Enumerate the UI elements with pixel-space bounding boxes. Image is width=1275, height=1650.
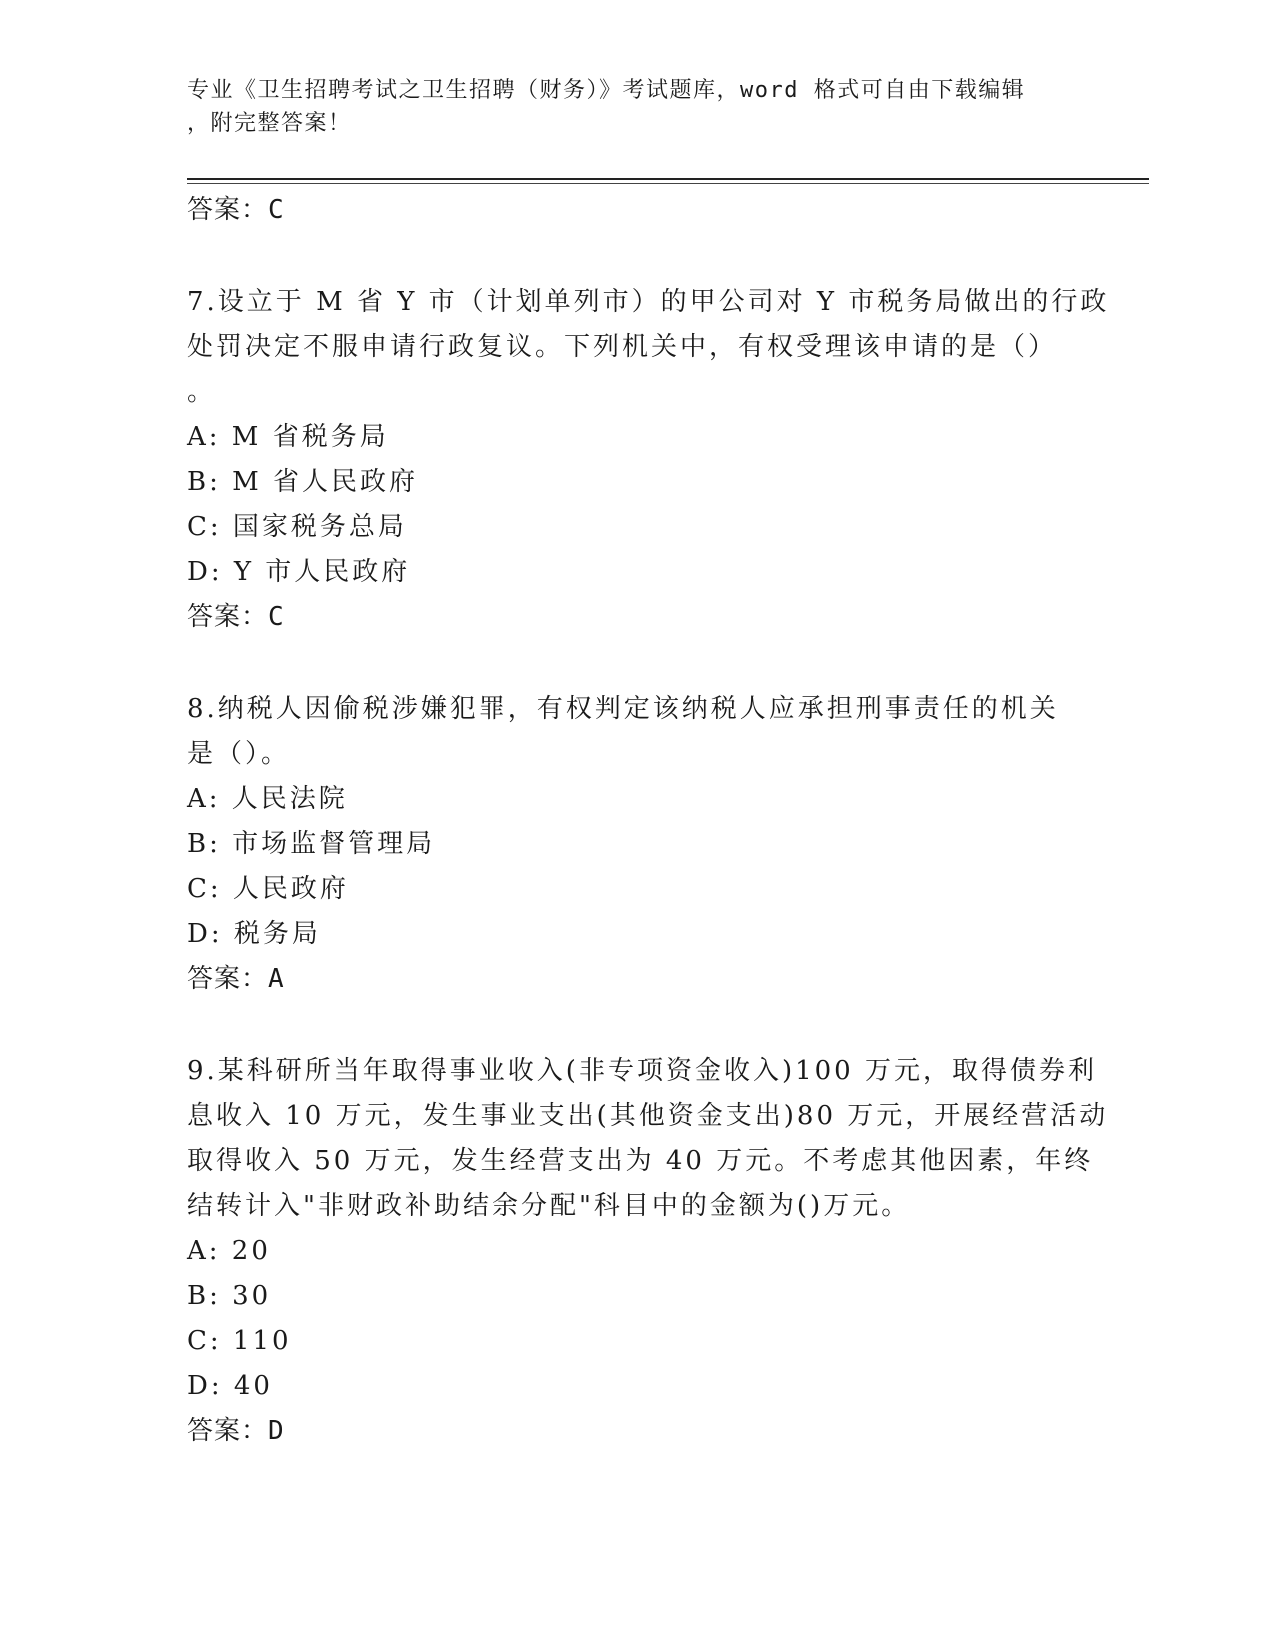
question-gap	[187, 639, 1087, 687]
header-divider-thick	[187, 178, 1149, 180]
question-8-answer	[187, 957, 1087, 1001]
question-8	[187, 687, 1087, 777]
answer-value: A	[268, 964, 285, 994]
question-line: 处罚决定不服申请行政复议。下列机关中，有权受理该申请的是（）	[187, 332, 1058, 362]
answer-label: 答案：	[187, 964, 269, 994]
question-line: 8.纳税人因偷税涉嫌犯罪，有权判定该纳税人应承担刑事责任的机关	[187, 694, 1059, 724]
question-line: 。	[187, 377, 217, 407]
question-gap	[187, 232, 1087, 280]
answer-value: D	[268, 1416, 285, 1446]
question-line: 7.设立于 M 省 Y 市（计划单列市）的甲公司对 Y 市税务局做出的行政	[187, 287, 1110, 317]
question-list	[187, 188, 1110, 1453]
answer-label: 答案：	[187, 195, 269, 225]
answer-label: 答案：	[187, 602, 269, 632]
option-b: B: 30	[187, 1281, 272, 1311]
option-d: D: 税务局	[187, 919, 321, 949]
question-line: 结转计入"非财政补助结余分配"科目中的金额为()万元。	[187, 1191, 911, 1221]
question-7	[187, 280, 1110, 415]
option-d: D: Y 市人民政府	[187, 557, 411, 587]
answer-value: C	[268, 195, 285, 225]
option-b: B: M 省人民政府	[187, 467, 419, 497]
question-line: 息收入 10 万元，发生事业支出(其他资金支出)80 万元，开展经营活动	[187, 1101, 1109, 1131]
question-9	[187, 1049, 1109, 1229]
header-divider-thin	[187, 183, 1149, 184]
question-9-answer	[187, 1409, 1087, 1453]
previous-answer	[187, 188, 1087, 232]
question-line: 是（）。	[187, 739, 291, 769]
option-c: C: 人民政府	[187, 874, 349, 904]
option-d: D: 40	[187, 1371, 273, 1401]
question-line: 取得收入 50 万元，发生经营支出为 40 万元。不考虑其他因素，年终	[187, 1146, 1094, 1176]
option-a: A: M 省税务局	[187, 422, 389, 452]
option-b: B: 市场监督管理局	[187, 829, 436, 859]
answer-label: 答案：	[187, 1416, 269, 1446]
question-7-answer	[187, 595, 1087, 639]
answer-value: C	[268, 602, 285, 632]
option-c: C: 国家税务总局	[187, 512, 407, 542]
option-c: C: 110	[187, 1326, 292, 1356]
header-line-1: 专业《卫生招聘考试之卫生招聘（财务）》考试题库，word 格式可自由下载编辑	[187, 78, 1026, 103]
question-line: 9.某科研所当年取得事业收入(非专项资金收入)100 万元，取得债券利	[187, 1056, 1097, 1086]
question-gap	[187, 1001, 1087, 1049]
document-header	[187, 74, 1067, 140]
option-a: A: 人民法院	[187, 784, 348, 814]
option-a: A: 20	[187, 1236, 271, 1266]
header-line-2: ，附完整答案！	[187, 111, 352, 136]
